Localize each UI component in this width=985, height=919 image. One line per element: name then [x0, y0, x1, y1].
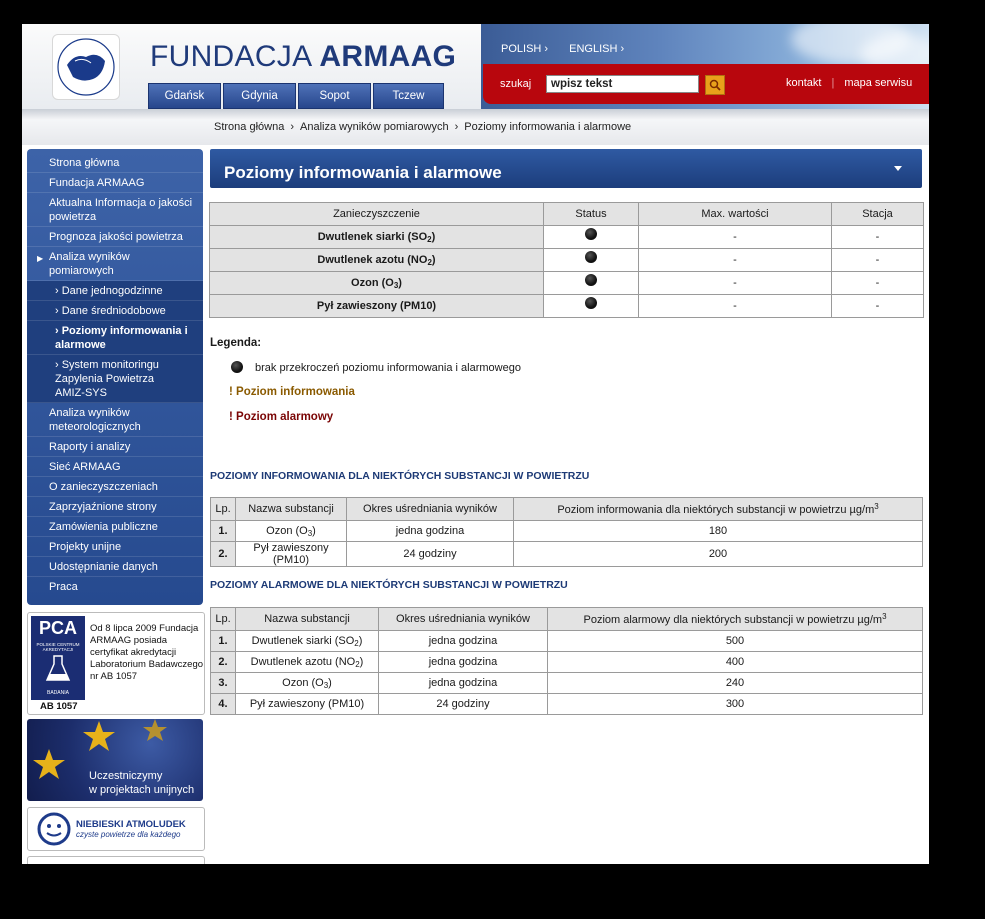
sidebar-item-friendly-sites[interactable]: Zaprzyjaźnione strony	[27, 497, 203, 517]
expand-arrow-icon: ▶	[37, 254, 44, 263]
substance-name: Pył zawieszony (PM10)	[236, 694, 379, 715]
table-row	[210, 295, 924, 318]
averaging-period: 24 godziny	[379, 694, 548, 715]
table-header: Lp.	[211, 608, 236, 631]
pca-logo: PCA POLSKIE CENTRUM AKREDYTACJI BADANIA	[31, 616, 85, 700]
table-header: Nazwa substancji	[236, 608, 379, 631]
table-header: Poziom alarmowy dla niektórych substancji w powietrzu $\mu g/m^3$	[548, 608, 923, 631]
legend-dot-icon	[231, 361, 243, 373]
legend-title: Legenda:	[210, 337, 262, 349]
sidebar-item-public-procurement[interactable]: Zamówienia publiczne	[27, 517, 203, 537]
language-switcher	[501, 43, 642, 55]
status-cell	[544, 295, 639, 318]
sidebar-item-daily-data[interactable]: › Dane średniodobowe	[27, 301, 203, 321]
table-row	[211, 521, 923, 542]
sidebar-item-network[interactable]: Sieć ARMAAG	[27, 457, 203, 477]
sidebar-item-meteo-analysis[interactable]: Analiza wyników meteorologicznych	[27, 403, 203, 437]
averaging-period: jedna godzina	[379, 673, 548, 694]
table-header: Max. wartości	[639, 203, 832, 226]
breadcrumb-analysis[interactable]: Analiza wyników pomiarowych	[300, 121, 449, 133]
table-header: Okres uśredniania wyników	[347, 498, 514, 521]
level-value: 400	[548, 652, 923, 673]
row-number: 1.	[211, 631, 236, 652]
content-header	[210, 149, 922, 188]
lang-polish-link[interactable]: POLISH ›	[501, 43, 549, 55]
sidebar-item-forecast[interactable]: Prognoza jakości powietrza	[27, 227, 203, 247]
station: -	[832, 295, 924, 318]
atmoludek-icon	[34, 811, 74, 847]
info-levels-table	[210, 497, 923, 567]
city-tab-sopot[interactable]: Sopot	[298, 83, 371, 109]
search-input[interactable]	[546, 75, 699, 93]
table-header: Stacja	[832, 203, 924, 226]
page-title: Poziomy informowania i alarmowe	[224, 163, 502, 182]
level-value: 240	[548, 673, 923, 694]
table-row	[211, 652, 923, 673]
row-number: 3.	[211, 673, 236, 694]
breadcrumb-home[interactable]: Strona główna	[214, 121, 285, 133]
table-row	[210, 272, 924, 295]
substance-name: Ozon $(O_3)$	[236, 521, 347, 542]
atmoludek-banner[interactable]: NIEBIESKI ATMOLUDEK czyste powietrze dla każdego	[27, 807, 205, 851]
city-tab-gdansk[interactable]: Gdańsk	[148, 83, 221, 109]
max-value: -	[639, 295, 832, 318]
averaging-period: jedna godzina	[379, 631, 548, 652]
lang-english-link[interactable]: ENGLISH ›	[569, 43, 625, 55]
sidebar-item-eu-projects[interactable]: Projekty unijne	[27, 537, 203, 557]
table-header: Okres uśredniania wyników	[379, 608, 548, 631]
breadcrumb: Strona główna › Analiza wyników pomiarowych › Poziomy informowania i alarmowe	[214, 121, 632, 133]
table-header: Lp.	[211, 498, 236, 521]
header-left	[22, 24, 481, 109]
level-value: 200	[514, 542, 923, 567]
substance-name: Dwutlenek azotu $(NO_2)$	[236, 652, 379, 673]
table-header: Zanieczyszczenie	[210, 203, 544, 226]
page	[22, 24, 929, 864]
row-number: 1.	[211, 521, 236, 542]
pollutant-name: Dwutlenek azotu $(NO_2)$	[210, 249, 544, 272]
city-tab-tczew[interactable]: Tczew	[373, 83, 444, 109]
sidebar-item-measurement-analysis[interactable]: ▶ Analiza wyników pomiarowych	[27, 247, 203, 281]
station: -	[832, 272, 924, 295]
averaging-period: 24 godziny	[347, 542, 514, 567]
sidebar-item-hourly-data[interactable]: › Dane jednogodzinne	[27, 281, 203, 301]
sidebar-item-current-air-quality[interactable]: Aktualna Informacja o jakości powietrza	[27, 193, 203, 227]
max-value: -	[639, 226, 832, 249]
table-row	[210, 249, 924, 272]
status-dot-icon	[585, 251, 597, 263]
max-value: -	[639, 249, 832, 272]
legend-no-exceedance: brak przekroczeń poziomu informowania i alarmowego	[255, 362, 521, 374]
armaag-logo[interactable]	[52, 34, 120, 100]
chevron-down-icon[interactable]	[894, 166, 902, 171]
search-button[interactable]	[705, 75, 725, 95]
status-cell	[544, 272, 639, 295]
table-row	[211, 694, 923, 715]
level-value: 500	[548, 631, 923, 652]
sidebar-item-reports[interactable]: Raporty i analizy	[27, 437, 203, 457]
sidebar-item-foundation[interactable]: Fundacja ARMAAG	[27, 173, 203, 193]
search-bar	[483, 64, 929, 104]
sidebar-item-info-alarm-levels[interactable]: › Poziomy informowania i alarmowe	[27, 321, 203, 355]
pca-accreditation-box[interactable]	[27, 612, 205, 715]
sidebar-item-home[interactable]: Strona główna	[27, 153, 203, 173]
level-value: 300	[548, 694, 923, 715]
sitemap-link[interactable]: mapa serwisu	[844, 77, 913, 89]
sidebar-item-jobs[interactable]: Praca	[49, 581, 78, 593]
legend-info-level: ! Poziom informowania	[229, 386, 355, 398]
station: -	[832, 249, 924, 272]
city-tab-gdynia[interactable]: Gdynia	[223, 83, 296, 109]
row-number: 4.	[211, 694, 236, 715]
info-levels-title: POZIOMY INFORMOWANIA DLA NIEKTÓRYCH SUBSTANCJI W POWIETRZU	[210, 470, 590, 482]
breadcrumb-current: Poziomy informowania i alarmowe	[464, 121, 632, 133]
pollutant-name: Dwutlenek siarki $(SO_2)$	[210, 226, 544, 249]
table-header: Status	[544, 203, 639, 226]
pca-ab-number: AB 1057	[40, 701, 78, 712]
pca-text: Od 8 lipca 2009 Fundacja ARMAAG posiada certyfikat akredytacji Laboratorium Badawczego nr AB 1057	[90, 623, 204, 682]
eu-projects-banner[interactable]	[27, 719, 203, 801]
level-value: 180	[514, 521, 923, 542]
row-number: 2.	[211, 542, 236, 567]
status-cell	[544, 249, 639, 272]
legend-alarm-level: ! Poziom alarmowy	[229, 411, 334, 423]
status-dot-icon	[585, 274, 597, 286]
table-row	[210, 226, 924, 249]
substance-name: Pył zawieszony (PM10)	[236, 542, 347, 567]
alarm-levels-title: POZIOMY ALARMOWE DLA NIEKTÓRYCH SUBSTANCJI W POWIETRZU	[210, 579, 568, 591]
max-value: -	[639, 272, 832, 295]
sidebar-item-pollutants[interactable]: O zanieczyszczeniach	[27, 477, 203, 497]
status-table	[209, 202, 924, 318]
top-links: kontakt | mapa serwisu	[786, 77, 913, 89]
sidebar-bottom-box	[27, 856, 205, 864]
table-row	[211, 631, 923, 652]
alarm-levels-table	[210, 607, 923, 715]
sidebar-nav	[27, 149, 203, 605]
pollutant-name: Pył zawieszony (PM10)	[210, 295, 544, 318]
site-title[interactable]: FUNDACJA ARMAAG	[150, 40, 457, 73]
sidebar-item-data-sharing[interactable]: Udostępnianie danych	[27, 557, 203, 577]
search-label: szukaj	[500, 78, 532, 90]
breadcrumb-bar	[22, 109, 929, 145]
status-dot-icon	[585, 297, 597, 309]
substance-name: Dwutlenek siarki $(SO_2)$	[236, 631, 379, 652]
flask-icon	[45, 654, 71, 684]
table-row	[211, 673, 923, 694]
table-header: Poziom informowania dla niektórych substancji w powietrzu $\mu g/m^3$	[514, 498, 923, 521]
city-tabs	[148, 83, 444, 109]
eu-projects-text: Uczestniczymy w projektach unijnych	[89, 770, 195, 796]
sidebar-item-amiz-sys[interactable]: › System monitoringu Zapylenia Powietrza AMIZ-SYS	[27, 355, 203, 403]
averaging-period: jedna godzina	[379, 652, 548, 673]
status-cell	[544, 226, 639, 249]
status-dot-icon	[585, 228, 597, 240]
contact-link[interactable]: kontakt	[786, 77, 822, 89]
averaging-period: jedna godzina	[347, 521, 514, 542]
station: -	[832, 226, 924, 249]
substance-name: Ozon $(O_3)$	[236, 673, 379, 694]
table-header: Nazwa substancji	[236, 498, 347, 521]
pollutant-name: Ozon $(O_3)$	[210, 272, 544, 295]
table-row	[211, 542, 923, 567]
search-icon	[709, 79, 721, 91]
row-number: 2.	[211, 652, 236, 673]
